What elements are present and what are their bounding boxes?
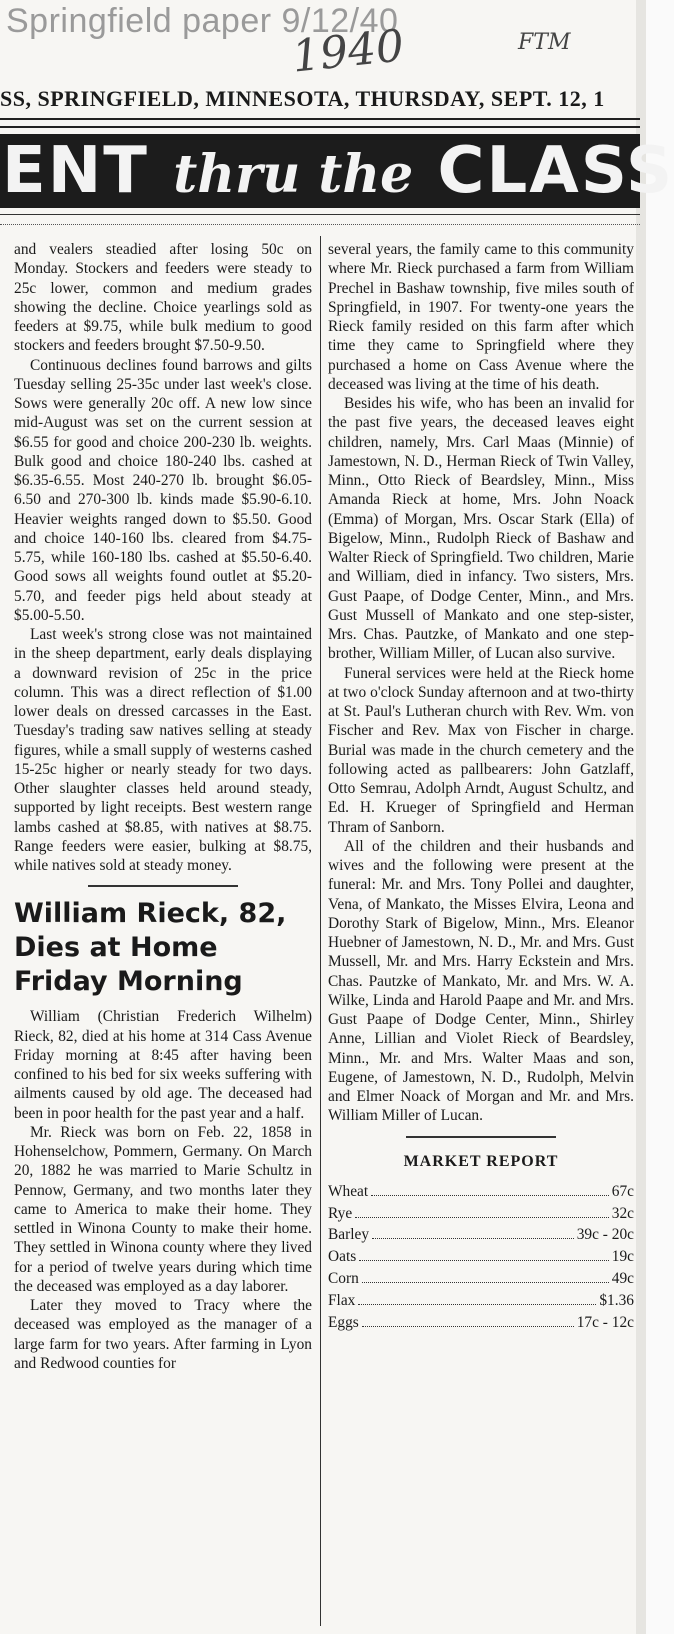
market-price: 49c xyxy=(611,1269,634,1287)
market-item: Corn xyxy=(328,1269,359,1287)
dateline: SS, SPRINGFIELD, MINNESOTA, THURSDAY, SEPT. 12, 1 xyxy=(0,86,605,111)
obituary-paragraph: William (Christian Frederich Wilhelm) Rieck, 82, died at his home at 314 Cass Avenue Friday morning at 8:45 after having been confined to his bed for six weeks suffering with ailments caused by old age. The deceased had been in poor health for the past year and a half. xyxy=(14,1008,312,1122)
obituary-paragraph: All of the children and their husbands and wives and the following were present at the funeral: Mr. and Mrs. Tony Pollei and daughter, Vena, of Mankato, the Misses Elvira, Leona and Dorothy Stark of Bigelow, Minn., Mrs. Eleanor Huebner of Jamestown, N. D., Mr. and Mrs. Gust Mussell, Mr. and Mrs. Harry Eckstein and Mrs. Chas. Pautzke of Mankato, Mr. and Mrs. W. A. Wilke, Linda and Harold Paape and Mr. and Mrs. Gust Paape of Dodge Center, Minn., Shirley Anne, Lillian and Violet Rieck of Beardsley, Minn., Mr. and Mrs. Walter Maas and son, Eugene, of Jamestown, N. D., Rudolph, Melvin and Elmer Noack of Morgan and Mr. and Mrs. William Miller of Lucan. xyxy=(328,837,634,1125)
obituary-paragraph: Mr. Rieck was born on Feb. 22, 1858 in Hohenselchow, Pommern, Germany. On March 20, 1882 he was married to Marie Schultz in Pennow, Germany, and two months later they came to America to make their home. They settled in Winona County to make their home. They settled in Winona county where they lived for a period of twelve years during which time the deceased was employed as a day laborer. xyxy=(14,1123,312,1295)
handwritten-year: 1940 xyxy=(289,20,407,83)
banner-dotted-rule xyxy=(0,224,640,225)
livestock-paragraph: Continuous declines found barrows and gilts Tuesday selling 25-35c under last week's close. Sows were generally 20c off. A new low since mid-August was set on the current session at $6.55 for good and choice 200-230 lb. weights. Bulk good and choice 180-240 lbs. cashed at $6.35-6.55. Most 240-270 lb. brought $6.05-6.50 and 270-300 lb. kinds made $5.90-6.10. Heavier weights ranged down to $5.50. Good and choice 140-160 lbs. cleared from $4.75-5.75, while 160-180 lbs. cashed at $5.50-6.40. Good sows all weights found outlet at $5.20-5.70, and feeder pigs held about steady at $5.00-5.50. xyxy=(14,356,312,624)
market-row xyxy=(328,1290,634,1312)
column-left xyxy=(14,240,312,1620)
section-banner xyxy=(0,134,674,208)
obituary-paragraph: Besides his wife, who has been an invalid for the past five years, the deceased leaves eight children, namely, Mrs. Carl Maas (Minnie) of Jamestown, N. D., Herman Rieck of Twin Valley, Minn., Otto Rieck of Beardsley, Minn., Miss Amanda Rieck at home, Mrs. John Noack (Emma) of Morgan, Mrs. Oscar Stark (Ella) of Bigelow, Minn., Rudolph Rieck of Bashaw and Walter Rieck of Springfield. Two children, Marie and William, died in infancy. Two sisters, Mrs. Gust Paape, of Dodge Center, Minn., and Mrs. Gust Mussell of Mankato and one step-sister, Mrs. Chas. Pautzke, of Mankato and one step-brother, William Miller, of Lucan also survive. xyxy=(328,395,634,663)
dateline-rule-2 xyxy=(0,126,640,128)
livestock-paragraph: and vealers steadied after losing 50c on Monday. Stockers and feeders were steady to 25c lower, common and medium grades showing the decline. Choice yearlings sold as feeders at $9.75, while bulk medium to good stockers and feeders brought $7.50-9.50. xyxy=(14,241,312,355)
banner-middle: thru the xyxy=(173,144,414,205)
market-item: Flax xyxy=(328,1291,356,1309)
column-right xyxy=(328,240,634,1620)
market-price: 19c xyxy=(611,1248,634,1266)
market-item: Wheat xyxy=(328,1182,369,1200)
article-separator xyxy=(88,885,238,887)
article-separator xyxy=(406,1136,556,1138)
obituary-paragraph: several years, the family came to this community where Mr. Rieck purchased a farm from William Prechel in Bashaw township, five miles south of Springfield, in 1907. For twenty-one years the Rieck family resided on this farm after which time they came to Springfield where they purchased a home on Cass Avenue where the deceased was living at the time of his death. xyxy=(328,241,634,393)
column-divider xyxy=(320,236,321,1626)
page-edge xyxy=(636,0,646,1634)
market-row xyxy=(328,1268,634,1290)
market-row xyxy=(328,1246,634,1268)
market-price: 67c xyxy=(611,1182,634,1200)
banner-right: CLASS xyxy=(437,134,674,208)
clipping-annotation: Springfield paper 9/12/40 xyxy=(6,2,399,40)
market-row xyxy=(328,1203,634,1225)
market-price: 32c xyxy=(611,1204,634,1222)
obituary-headline: William Rieck, 82, Dies at Home Friday Morning xyxy=(14,898,287,998)
market-item: Barley xyxy=(328,1226,370,1244)
market-row xyxy=(328,1181,634,1203)
livestock-paragraph: Last week's strong close was not maintained in the sheep department, early deals displaying a downward revision of 25c in the price column. This was a direct reflection of $1.00 lower deals on dressed carcasses in the East. Tuesday's trading saw natives selling at steady figures, while a small supply of westerns cashed 15-25c higher or nearly steady for two days. Other slaughter classes held around steady, supported by light receipts. Best western range lambs cashed at $8.85, with natives at $8.75. Range feeders were easier, bulking at $8.75, while natives sold at steady money. xyxy=(14,626,312,874)
market-report-title: MARKET REPORT xyxy=(403,1152,559,1170)
market-item: Oats xyxy=(328,1248,357,1266)
handwritten-initials: FTM xyxy=(518,30,571,55)
obituary-paragraph: Funeral services were held at the Rieck home at two o'clock Sunday afternoon and at two-thirty at St. Paul's Lutheran church with Rev. Wm. von Fischer and Rev. Max von Fischer in charge. Burial was made in the church cemetery and the following acted as pallbearers: John Gatzlaff, Otto Semrau, Adolph Arndt, August Schultz, and Ed. H. Krueger of Springfield and Herman Thram of Sanborn. xyxy=(328,664,634,836)
obituary-paragraph: Later they moved to Tracy where the deceased was employed as the manager of a large farm for two years. After farming in Lyon and Redwood counties for xyxy=(14,1297,312,1372)
banner-left: ENT xyxy=(2,134,149,208)
market-report-table xyxy=(328,1181,634,1334)
banner-rule xyxy=(0,214,640,215)
market-price: $1.36 xyxy=(599,1291,634,1309)
market-price: 39c - 20c xyxy=(576,1226,634,1244)
banner-title xyxy=(2,134,674,212)
market-item: Eggs xyxy=(328,1313,359,1331)
dateline-rule xyxy=(0,118,640,120)
market-row xyxy=(328,1312,634,1334)
market-item: Rye xyxy=(328,1204,353,1222)
market-price: 17c - 12c xyxy=(576,1313,634,1331)
market-row xyxy=(328,1224,634,1246)
